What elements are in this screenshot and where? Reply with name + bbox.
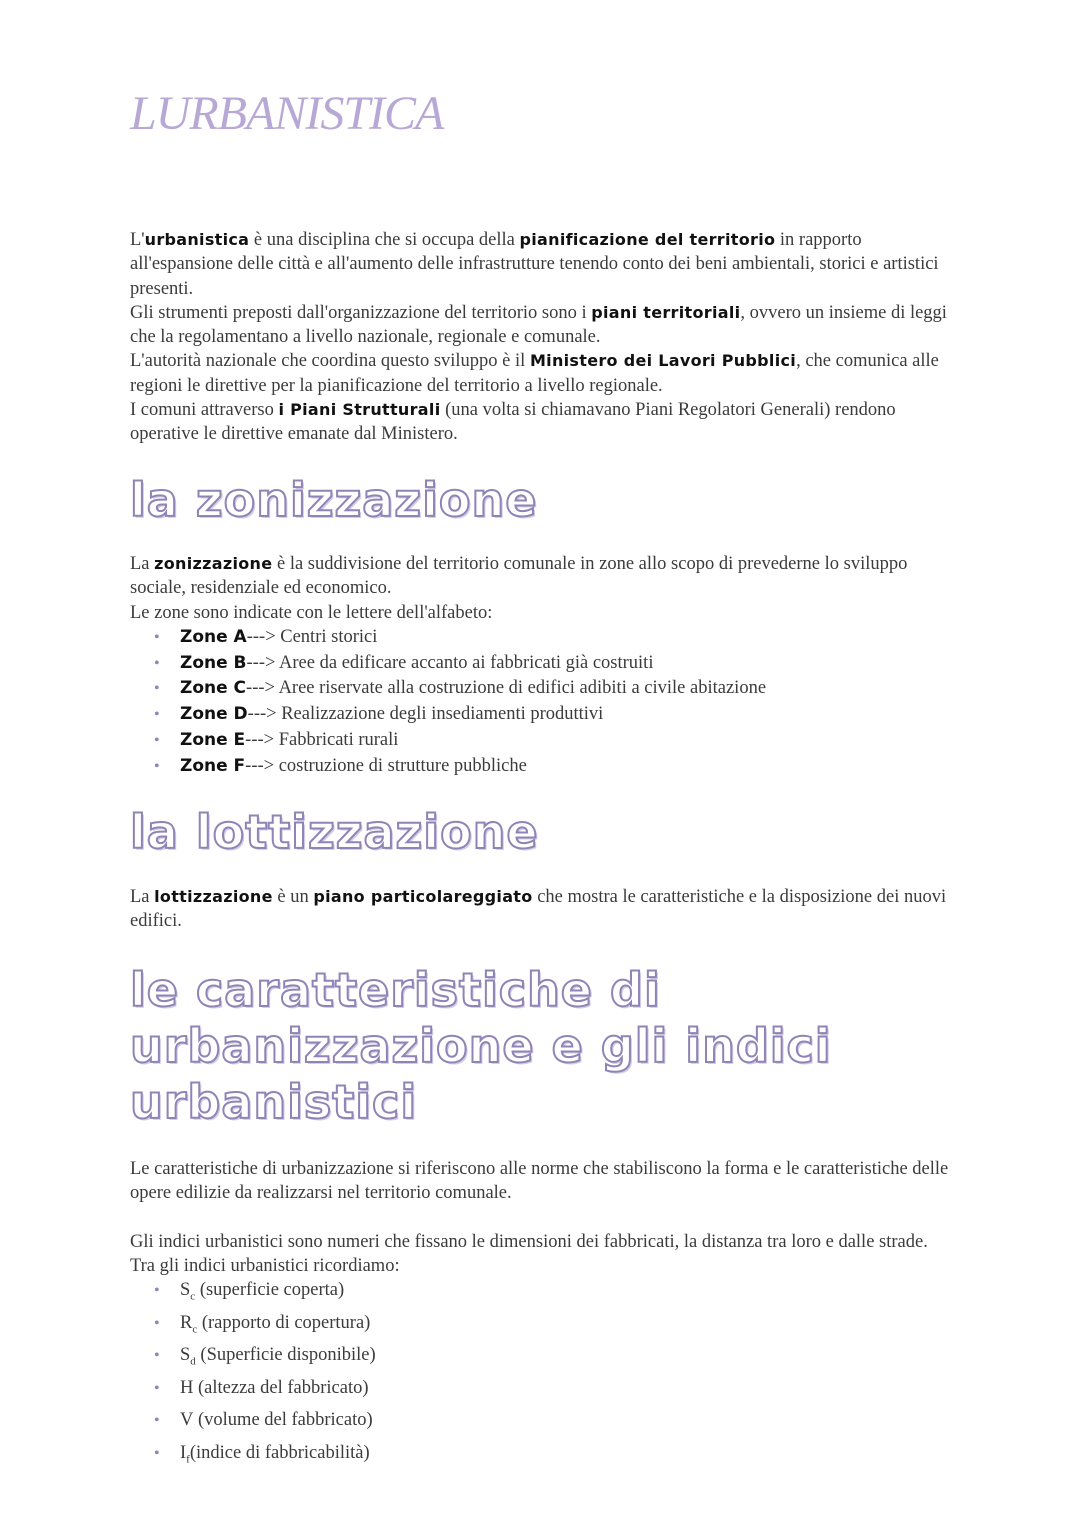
intro-paragraph-1: L'urbanistica è una disciplina che si occupa della pianificazione del territorio in rapporto all'espansione delle città e all'aumento delle infrastrutture tenendo conto dei beni ambientali, storici e artistici presenti. bbox=[130, 230, 939, 299]
intro-paragraph-3: L'autorità nazionale che coordina questo sviluppo è il Ministero dei Lavori Pubblici, che comunica alle regioni le direttive per la pianificazione del territorio a livello regionale. bbox=[130, 351, 939, 396]
zone-list bbox=[130, 625, 960, 780]
zonizzazione-section bbox=[130, 552, 960, 780]
intro-paragraph-4: I comuni attraverso i Piani Strutturali (una volta si chiamavano Piani Regolatori Generali) rendono operative le direttive emanate dal Ministero. bbox=[130, 400, 896, 445]
keyword-piani-strutturali: i Piani Strutturali bbox=[278, 400, 441, 420]
keyword-lottizzazione: lottizzazione bbox=[154, 887, 273, 906]
caratteristiche-section bbox=[130, 1157, 960, 1473]
list-item: • V (volume del fabbricato) bbox=[154, 1408, 960, 1440]
list-item: • H (altezza del fabbricato) bbox=[154, 1376, 960, 1408]
intro-section bbox=[130, 228, 960, 447]
heading-zonizzazione: la zonizzazione bbox=[130, 473, 538, 527]
list-item: • $S_d$ (Superficie disponibile) bbox=[154, 1343, 960, 1375]
list-item: • Zone B---> Aree da edificare accanto ai fabbricati già costruiti bbox=[154, 651, 960, 677]
zonizzazione-paragraph-1: La zonizzazione è la suddivisione del territorio comunale in zone allo scopo di prevederne lo sviluppo sociale, residenziale ed economico. bbox=[130, 554, 908, 599]
keyword-zonizzazione: zonizzazione bbox=[154, 554, 273, 573]
list-item: • Zone E---> Fabbricati rurali bbox=[154, 728, 960, 754]
indices-list bbox=[130, 1278, 960, 1473]
keyword-piani-territoriali: piani territoriali bbox=[591, 302, 741, 322]
list-item: • $S_c$ (superficie coperta) bbox=[154, 1278, 960, 1310]
keyword-pianificazione: pianificazione del territorio bbox=[519, 230, 776, 249]
page-title: LURBANISTICA bbox=[130, 87, 444, 140]
list-item: • $I_f(indice$ di fabbricabilità) bbox=[154, 1441, 960, 1473]
intro-paragraph-2: Gli strumenti preposti dall'organizzazione del territorio sono i piani territoriali, ovvero un insieme di leggi che la regolamentano a livello nazionale, regionale e comunale. bbox=[130, 302, 947, 348]
list-item: • Zone A---> Centri storici bbox=[154, 625, 960, 651]
list-item: • Zone D---> Realizzazione degli insediamenti produttivi bbox=[154, 702, 960, 728]
heading-lottizzazione: la lottizzazione bbox=[130, 805, 539, 859]
keyword-ministero: Ministero dei Lavori Pubblici bbox=[529, 351, 797, 371]
caratteristiche-paragraph-1: Le caratteristiche di urbanizzazione si riferiscono alle norme che stabiliscono la forma e le caratteristiche delle opere edilizie da realizzarsi nel territorio comunale. bbox=[130, 1159, 949, 1204]
caratteristiche-paragraph-3: Tra gli indici urbanistici ricordiamo: bbox=[130, 1255, 400, 1276]
keyword-piano-particolareggiato: piano particolareggiato bbox=[313, 887, 533, 906]
list-item: • Zone C---> Aree riservate alla costruzione di edifici adibiti a civile abitazione bbox=[154, 676, 960, 702]
caratteristiche-paragraph-2: Gli indici urbanistici sono numeri che fissano le dimensioni dei fabbricati, la distanza tra loro e dalle strade. bbox=[130, 1231, 928, 1252]
lottizzazione-section bbox=[130, 885, 960, 934]
list-item: • Zone F---> costruzione di strutture pubbliche bbox=[154, 754, 960, 780]
zonizzazione-paragraph-2: Le zone sono indicate con le lettere dell'alfabeto: bbox=[130, 602, 493, 623]
list-item: • $R_c$ (rapporto di copertura) bbox=[154, 1311, 960, 1343]
lottizzazione-paragraph: La lottizzazione è un piano particolareggiato che mostra le caratteristiche e la disposizione dei nuovi edifici. bbox=[130, 887, 947, 932]
heading-caratteristiche: le caratteristiche di urbanizzazione e gli indici urbanistici bbox=[130, 963, 832, 1129]
keyword-urbanistica: urbanistica bbox=[144, 230, 250, 249]
